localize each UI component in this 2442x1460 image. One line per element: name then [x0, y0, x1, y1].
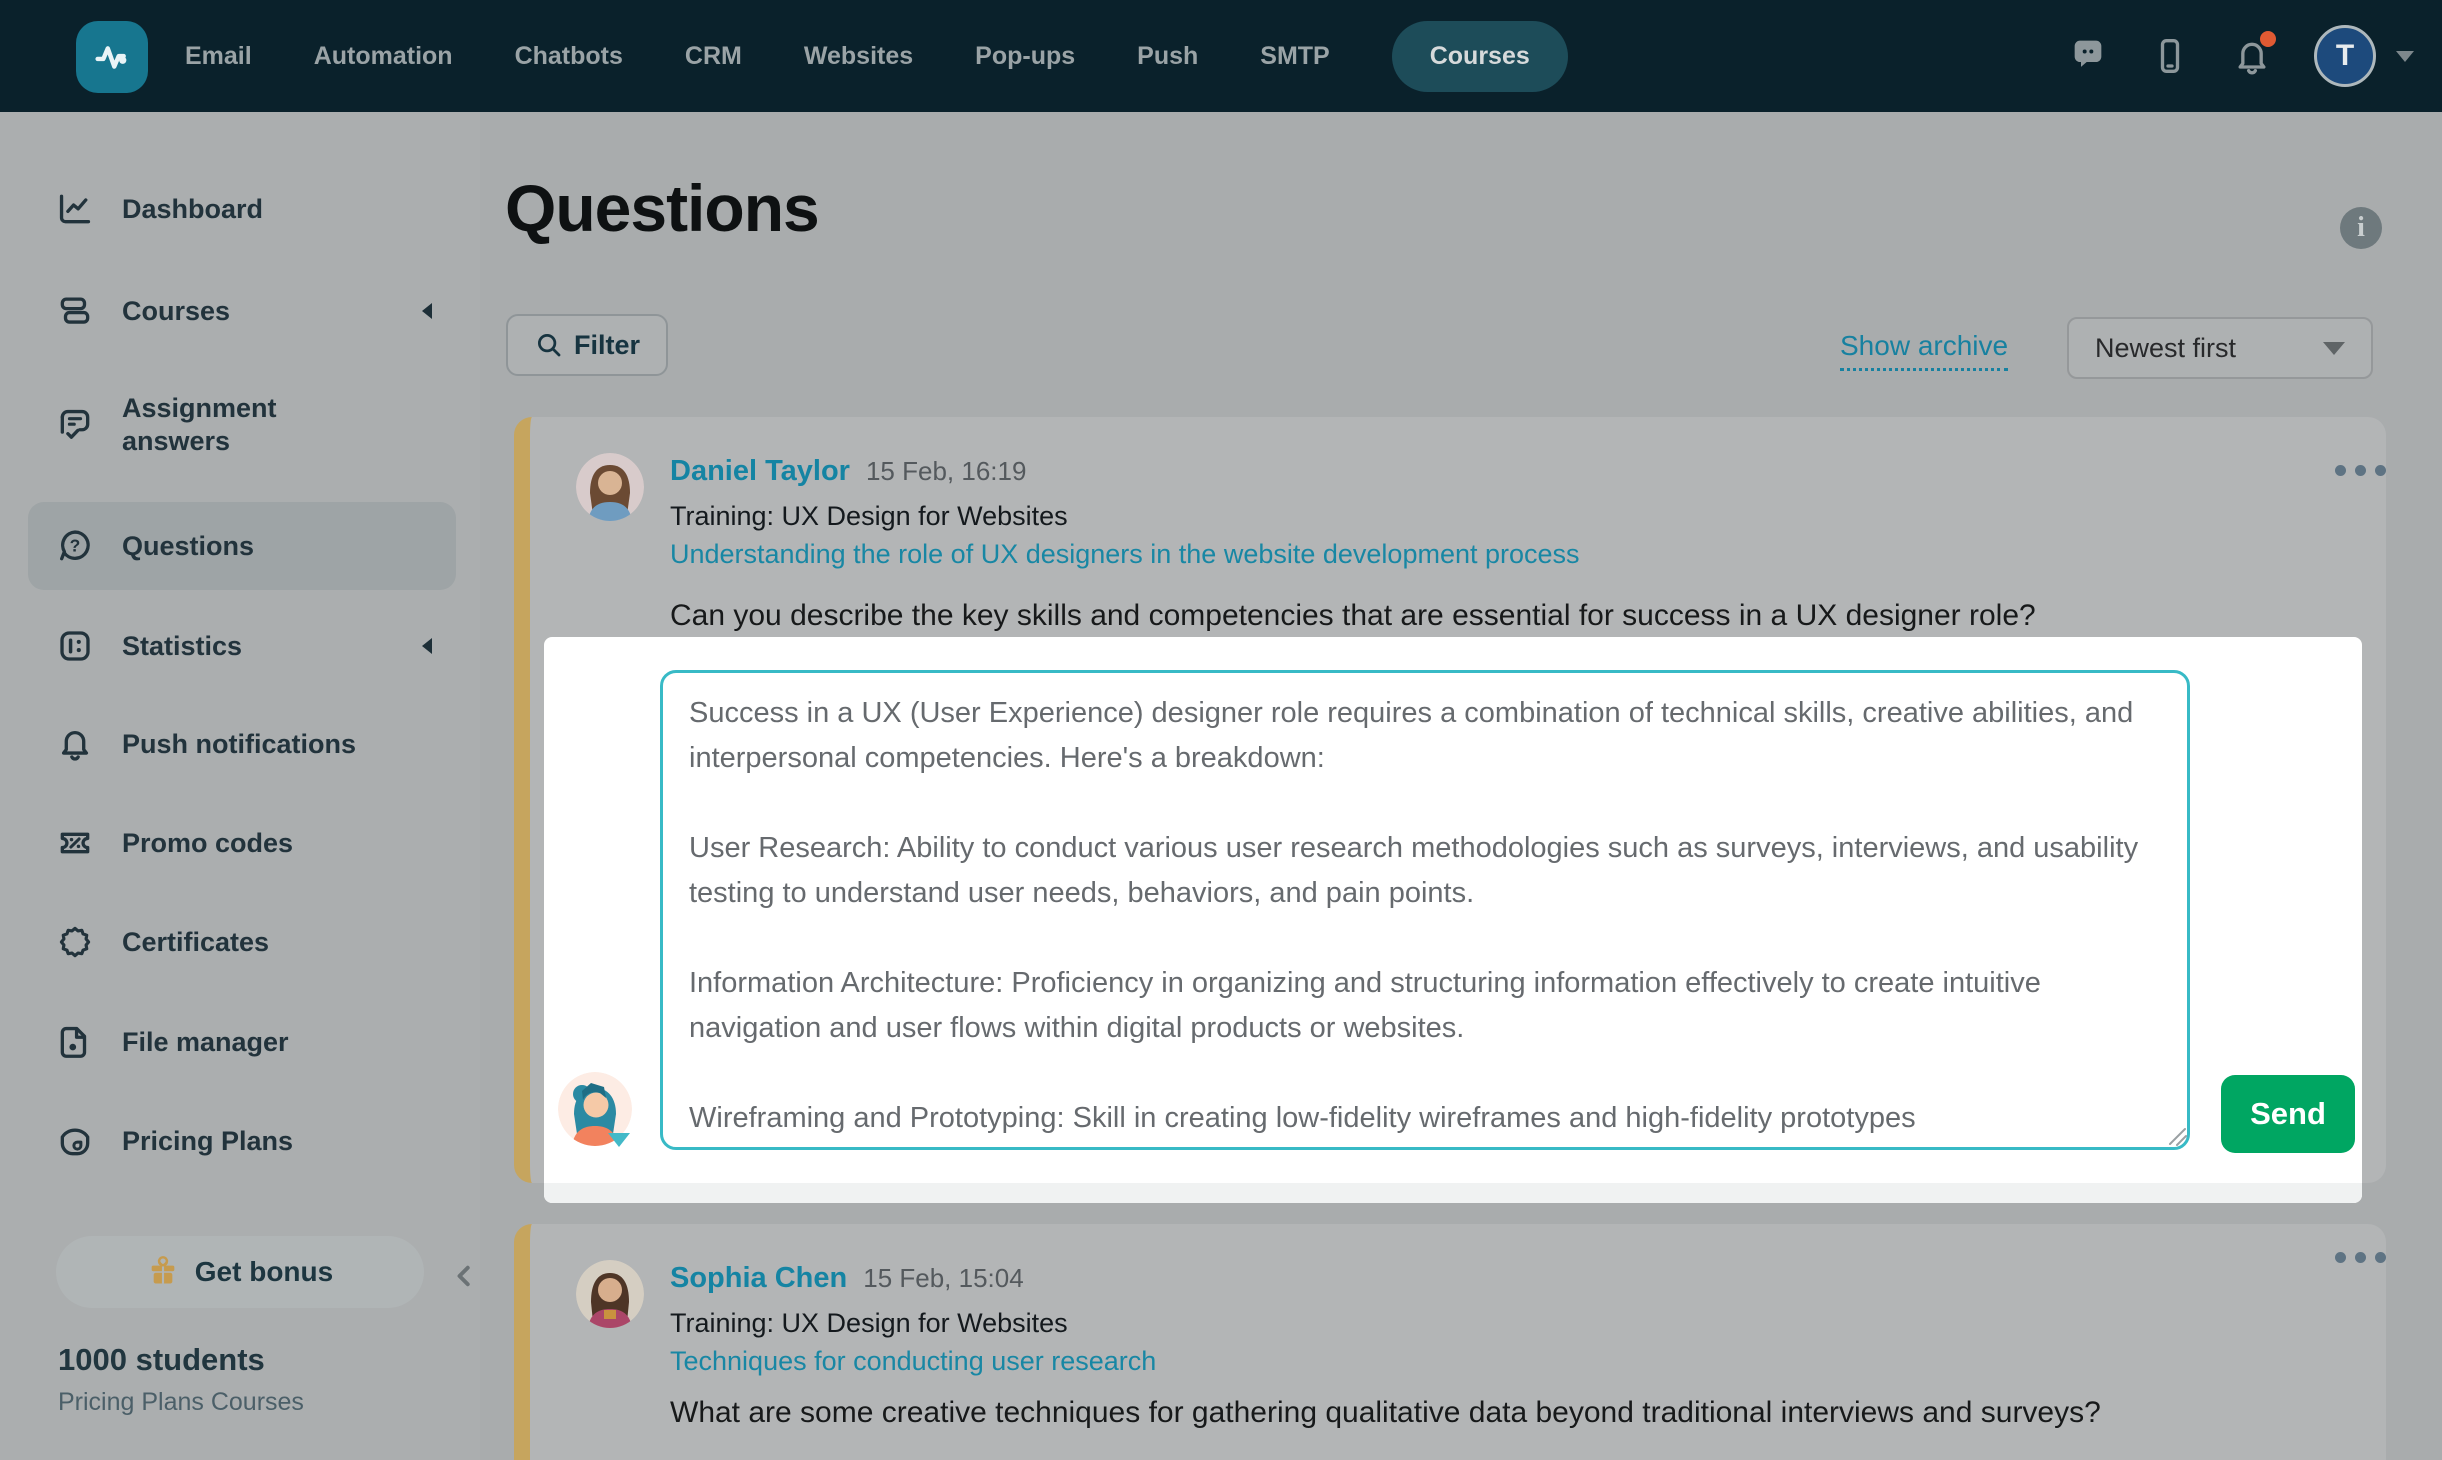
card-menu-icon[interactable] [2335, 465, 2386, 476]
sidebar-item-label: Courses [122, 295, 231, 326]
primary-nav [185, 0, 1568, 112]
reply-textarea[interactable] [660, 670, 2190, 1150]
sidebar-item-label: Certificates [122, 926, 270, 957]
filter-label: Filter [573, 329, 640, 360]
sidebar-item-label: File manager [122, 1026, 289, 1057]
badge-icon [56, 923, 94, 961]
page-title: Questions [505, 171, 819, 245]
nav-item-email[interactable]: Email [185, 41, 252, 70]
notification-dot [2260, 31, 2276, 47]
nav-utility-icons [2068, 0, 2414, 112]
students-count: 1000 students [58, 1342, 265, 1377]
get-bonus-button[interactable] [56, 1236, 424, 1308]
nav-item-automation[interactable]: Automation [313, 41, 453, 70]
app-logo[interactable] [76, 21, 148, 93]
reply-avatar-caret-icon[interactable] [608, 1133, 630, 1147]
question-course: Training: UX Design for Websites [670, 501, 1068, 531]
compose-footer [544, 1183, 2362, 1203]
bell-icon[interactable] [2232, 36, 2272, 76]
nav-item-push[interactable]: Push [1137, 41, 1199, 70]
question-time: 15 Feb, 16:19 [865, 456, 1027, 486]
sidebar-item-label: Pricing Plans [122, 1125, 294, 1156]
nav-item-courses[interactable]: Courses [1392, 21, 1568, 92]
question-bubble-icon [56, 527, 94, 565]
sidebar-item-dashboard[interactable] [28, 164, 456, 254]
students-plan-label: Pricing Plans Courses [58, 1388, 304, 1416]
chevron-down-icon [2323, 342, 2345, 355]
mobile-icon[interactable] [2150, 36, 2190, 76]
sidebar-item-statistics[interactable] [28, 601, 456, 691]
sidebar-item-label: Questions [122, 530, 255, 561]
get-bonus-label: Get bonus [194, 1256, 334, 1287]
pulse-icon [89, 34, 135, 80]
nav-item-websites[interactable]: Websites [803, 41, 914, 70]
sidebar-item-promo-codes[interactable] [28, 798, 456, 888]
books-icon [56, 292, 94, 330]
chart-line-icon [56, 190, 94, 228]
sort-dropdown[interactable] [2067, 317, 2373, 379]
sidebar-item-push-notifications[interactable] [28, 699, 456, 789]
bell-icon [56, 725, 94, 763]
question-text: Can you describe the key skills and competencies that are essential for success in a UX designer role? [670, 599, 2036, 632]
gift-icon [147, 1256, 179, 1288]
card-menu-icon[interactable] [2335, 1252, 2386, 1263]
textarea-resize-handle[interactable] [2166, 1125, 2188, 1147]
show-archive-link[interactable]: Show archive [1840, 330, 2008, 371]
question-card [514, 1224, 2386, 1460]
question-text: What are some creative techniques for gathering qualitative data beyond traditional interviews and surveys? [670, 1396, 2101, 1429]
question-topic-link[interactable]: Understanding the role of UX designers in the website development process [670, 539, 1580, 569]
sidebar-item-certificates[interactable] [28, 897, 456, 987]
reply-compose-panel [544, 637, 2362, 1203]
question-topic-link[interactable]: Techniques for conducting user research [670, 1346, 1157, 1376]
sidebar-collapse-chevron-icon[interactable] [446, 1258, 482, 1294]
sidebar-item-label: Promo codes [122, 827, 294, 858]
sidebar-item-questions[interactable] [28, 502, 456, 590]
sidebar-item-courses[interactable] [28, 266, 456, 356]
sidebar-item-label: Dashboard [122, 193, 264, 224]
sidebar [0, 112, 480, 1460]
nav-item-smtp[interactable]: SMTP [1260, 41, 1330, 70]
caret-left-icon [422, 638, 432, 654]
wallet-icon [56, 1122, 94, 1160]
chat-bubble-icon[interactable] [2068, 36, 2108, 76]
nav-item-popups[interactable]: Pop-ups [975, 41, 1076, 70]
sidebar-item-pricing-plans[interactable] [28, 1096, 456, 1186]
nav-item-chatbots[interactable]: Chatbots [514, 41, 623, 70]
question-author-link[interactable]: Sophia Chen 15 Feb, 15:04 [670, 1262, 1024, 1294]
sidebar-item-label: Statistics [122, 630, 243, 661]
sort-value: Newest first [2095, 332, 2237, 363]
avatar [576, 1260, 644, 1328]
ticket-percent-icon [56, 824, 94, 862]
nav-item-crm[interactable]: CRM [684, 41, 742, 70]
question-course: Training: UX Design for Websites [670, 1308, 1068, 1338]
sidebar-item-file-manager[interactable] [28, 997, 456, 1087]
caret-left-icon [422, 303, 432, 319]
svg-text:?: ? [69, 535, 81, 556]
filter-button[interactable] [506, 314, 668, 376]
account-avatar[interactable]: T [2314, 25, 2376, 87]
top-nav [0, 0, 2442, 112]
sidebar-item-assignment-answers[interactable] [28, 370, 456, 480]
question-time: 15 Feb, 15:04 [863, 1263, 1024, 1293]
search-icon [534, 330, 564, 360]
info-icon[interactable]: i [2340, 207, 2382, 249]
question-author-link[interactable]: Daniel Taylor 15 Feb, 16:19 [670, 455, 1027, 487]
account-caret-down-icon [2396, 51, 2414, 62]
message-check-icon [56, 406, 94, 444]
sidebar-item-label: Push notifications [122, 728, 357, 759]
send-button[interactable]: Send [2221, 1075, 2355, 1153]
avatar [576, 453, 644, 521]
stats-card-icon [56, 627, 94, 665]
sidebar-item-label: Assignment answers [122, 393, 277, 456]
file-icon [56, 1023, 94, 1061]
